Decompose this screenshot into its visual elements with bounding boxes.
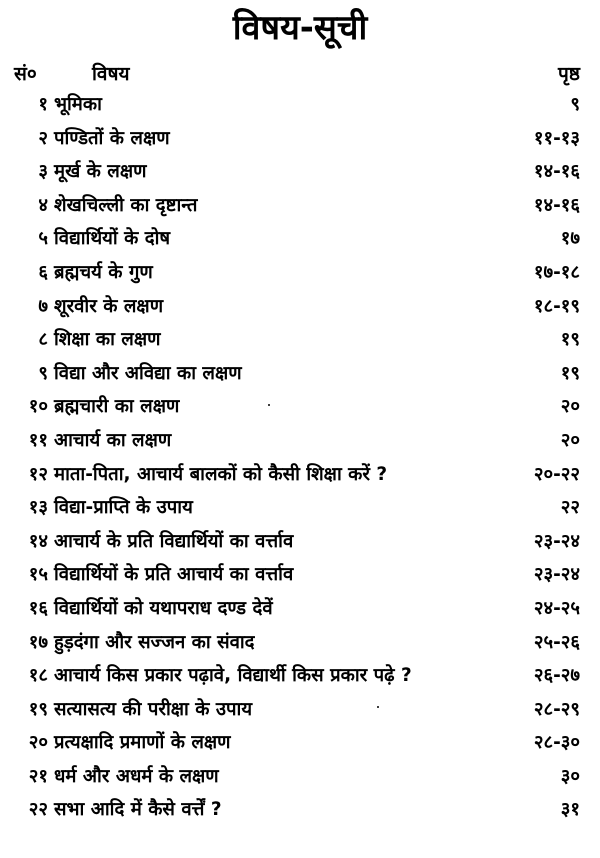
entry-title: सत्यासत्य की परीक्षा के उपाय bbox=[54, 698, 253, 720]
entry-number: २० bbox=[28, 732, 48, 754]
list-item bbox=[0, 626, 600, 660]
page-title: विषय-सूची bbox=[232, 8, 368, 48]
list-item bbox=[0, 122, 600, 156]
entry-page: १८-१९ bbox=[533, 295, 580, 317]
entry-number: २१ bbox=[28, 765, 48, 787]
entry-title: आचार्य का लक्षण bbox=[54, 429, 172, 451]
list-item bbox=[0, 357, 600, 391]
print-speck bbox=[377, 706, 379, 708]
entry-title: धर्म और अधर्म के लक्षण bbox=[54, 765, 219, 787]
entry-title: आचार्य किस प्रकार पढ़ावे, विद्यार्थी किस प्रकार पढ़े ? bbox=[54, 665, 412, 687]
entry-number: १ bbox=[38, 94, 48, 115]
entry-title: विद्या और अविद्या का लक्षण bbox=[54, 362, 242, 384]
entry-title: विद्यार्थियों के प्रति आचार्य का वर्त्ताव bbox=[54, 564, 294, 586]
print-speck bbox=[268, 404, 270, 406]
entry-title: शेखचिल्ली का दृष्टान्त bbox=[54, 194, 198, 216]
list-item bbox=[0, 659, 600, 693]
list-item bbox=[0, 222, 600, 256]
list-item bbox=[0, 155, 600, 189]
entry-title: आचार्य के प्रति विद्यार्थियों का वर्त्ताव bbox=[54, 530, 294, 552]
entry-title: ब्रह्मचारी का लक्षण bbox=[54, 396, 180, 418]
list-item bbox=[0, 491, 600, 525]
list-item bbox=[0, 760, 600, 794]
entry-page: ९ bbox=[570, 94, 580, 115]
entry-number: १८ bbox=[28, 665, 48, 687]
entry-number: १७ bbox=[28, 631, 48, 653]
list-item bbox=[0, 390, 600, 424]
entry-number: १० bbox=[28, 396, 48, 418]
list-item bbox=[0, 592, 600, 626]
entry-title: ब्रह्मचर्य के गुण bbox=[54, 261, 153, 283]
entry-number: ४ bbox=[38, 194, 48, 216]
entry-page: २० bbox=[560, 396, 580, 418]
entry-title: हुड़दंगा और सज्जन का संवाद bbox=[54, 631, 255, 653]
list-item bbox=[0, 558, 600, 592]
entry-title: पण्डितों के लक्षण bbox=[54, 127, 170, 149]
list-item bbox=[0, 424, 600, 458]
entry-page: १४-१६ bbox=[533, 161, 580, 183]
entry-title: विद्यार्थियों को यथापराध दण्ड देवें bbox=[54, 597, 273, 619]
entry-title: मूर्ख के लक्षण bbox=[54, 161, 147, 183]
entry-page: ११-१३ bbox=[533, 127, 580, 149]
list-item bbox=[0, 458, 600, 492]
entry-number: ६ bbox=[38, 261, 48, 283]
entry-page: ३१ bbox=[560, 799, 580, 821]
entry-page: २०-२२ bbox=[533, 463, 580, 485]
entry-page: ३० bbox=[560, 765, 580, 787]
page-column-header: पृष्ठ bbox=[558, 63, 580, 85]
entry-number: ५ bbox=[38, 228, 48, 250]
list-item bbox=[0, 525, 600, 559]
entry-number: १५ bbox=[28, 564, 48, 586]
entry-number: ११ bbox=[28, 429, 48, 451]
entry-title: भूमिका bbox=[54, 94, 102, 115]
entry-number: २ bbox=[38, 127, 48, 149]
entry-number: ८ bbox=[38, 329, 48, 351]
entry-number: ९ bbox=[38, 362, 48, 384]
list-item bbox=[0, 290, 600, 324]
entry-number: १९ bbox=[28, 698, 48, 720]
entry-page: १९ bbox=[560, 329, 580, 351]
entry-number: २२ bbox=[28, 799, 48, 821]
subject-column-header: विषय bbox=[92, 63, 130, 85]
number-column-header: सं० bbox=[14, 63, 37, 85]
entry-number: ७ bbox=[38, 295, 48, 317]
entry-page: २५-२६ bbox=[533, 631, 580, 653]
entry-page: २८-३० bbox=[533, 732, 580, 754]
entry-page: १७ bbox=[560, 228, 580, 250]
list-item bbox=[0, 726, 600, 760]
list-item bbox=[0, 189, 600, 223]
entry-page: २३-२४ bbox=[533, 530, 580, 552]
list-item bbox=[0, 693, 600, 727]
entry-number: १३ bbox=[28, 497, 48, 519]
entry-title: शूरवीर के लक्षण bbox=[54, 295, 164, 317]
entry-title: विद्यार्थियों के दोष bbox=[54, 228, 171, 250]
entry-title: शिक्षा का लक्षण bbox=[54, 329, 161, 351]
entry-page: १७-१८ bbox=[533, 261, 580, 283]
entry-number: १४ bbox=[28, 530, 48, 552]
entry-number: ३ bbox=[38, 161, 48, 183]
entry-title: सभा आदि में कैसे वर्त्तें ? bbox=[54, 799, 222, 821]
table-of-contents bbox=[0, 88, 600, 827]
entry-page: १९ bbox=[560, 362, 580, 384]
table-header bbox=[0, 60, 600, 90]
entry-page: २८-२९ bbox=[533, 698, 580, 720]
entry-title: विद्या-प्राप्ति के उपाय bbox=[54, 497, 193, 519]
entry-page: २६-२७ bbox=[533, 665, 580, 687]
entry-title: प्रत्यक्षादि प्रमाणों के लक्षण bbox=[54, 732, 231, 754]
list-item bbox=[0, 88, 600, 122]
list-item bbox=[0, 793, 600, 827]
entry-page: २३-२४ bbox=[533, 564, 580, 586]
entry-page: २४-२५ bbox=[533, 597, 580, 619]
entry-page: १४-१६ bbox=[533, 194, 580, 216]
list-item bbox=[0, 256, 600, 290]
entry-number: १६ bbox=[28, 597, 48, 619]
entry-page: २२ bbox=[560, 497, 580, 519]
entry-page: २० bbox=[560, 429, 580, 451]
list-item bbox=[0, 323, 600, 357]
entry-title: माता-पिता, आचार्य बालकों को कैसी शिक्षा करें ? bbox=[54, 463, 388, 485]
entry-number: १२ bbox=[28, 463, 48, 485]
